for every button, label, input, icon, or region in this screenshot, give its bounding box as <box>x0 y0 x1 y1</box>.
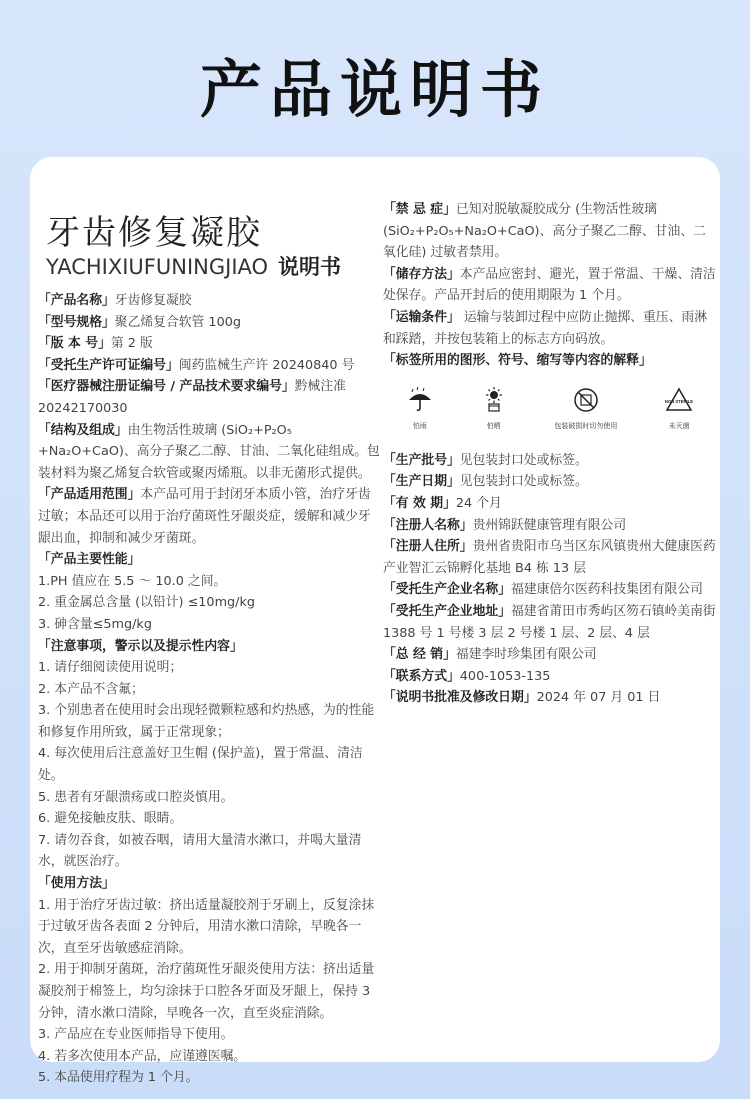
field-label: 「说明书批准及修改日期」 <box>383 690 537 706</box>
field-label: 「有 效 期」 <box>383 495 456 511</box>
field-value: 本产品可用于封闭牙本质小管，治疗牙齿过敏；本品还可以用于治疗菌斑性牙龈炎症，缓解和减少牙龈出血，抑制和减少牙菌斑。 <box>38 487 371 546</box>
symbol-keep-dry <box>407 387 433 438</box>
field-value: 见包装封口处或标签。 <box>459 452 588 468</box>
field-label: 「产品名称」 <box>38 293 115 308</box>
symbol-label: 未灭菌 <box>668 422 690 431</box>
field-value: 24 个月 <box>455 495 502 511</box>
field-value: 400-1053-135 <box>459 668 551 684</box>
page-title: 产品说明书 <box>199 53 550 126</box>
field-storage <box>383 264 717 307</box>
field-manufacturer <box>383 579 717 601</box>
field-manufacturer-address <box>383 601 717 644</box>
field-label: 「注册人名称」 <box>383 517 473 533</box>
field-spec <box>38 312 380 334</box>
field-label: 「受托生产许可证编号」 <box>38 357 179 373</box>
field-label: 「注册人住所」 <box>383 539 473 555</box>
field-label: 「受托生产企业地址」 <box>383 603 511 619</box>
field-approval-date <box>383 687 717 709</box>
field-symbol-explanation <box>383 350 717 372</box>
field-expiry <box>383 493 717 515</box>
field-contraindication <box>383 199 717 264</box>
list-item: 5. 本品使用疗程为 1 个月。 <box>38 1070 199 1086</box>
field-contact <box>383 666 717 688</box>
symbol-keep-from-sun <box>481 387 507 438</box>
field-value: 贵州省贵阳市乌当区东风镇贵州大健康医药产业智汇云锦孵化基地 B4 栋 13 层 <box>383 539 716 576</box>
field-transport <box>383 307 717 350</box>
field-value: 黔械注准 20242170030 <box>38 379 346 416</box>
field-label: 「运输条件」 <box>383 309 460 325</box>
field-value: 牙齿修复凝胶 <box>114 293 192 308</box>
field-label: 「储存方法」 <box>383 266 460 282</box>
symbol-label: 怕晒 <box>486 422 501 431</box>
field-value: 见包装封口处或标签。 <box>459 474 588 490</box>
product-name-cn: 牙齿修复凝胶 <box>46 213 262 253</box>
list-item: 2. 用于抑制牙菌斑，治疗菌斑性牙龈炎使用方法：挤出适量凝胶剂于棉签上，均匀涂抹于口腔各牙面及牙龈上，保持 3 分钟，清水漱口清除，早晚各一次，直至炎症消除。 <box>38 962 375 1021</box>
product-name-en-row <box>46 251 341 281</box>
field-registrant-address <box>383 536 717 579</box>
list-item: 1.PH 值应在 5.5 ～ 10.0 之间。 <box>38 573 227 589</box>
list-item: 3. 产品应在专业医师指导下使用。 <box>38 1027 234 1043</box>
list-item: 3. 个别患者在使用时会出现轻微颗粒感和灼热感，为的性能和修复作用所致，属于正常现象； <box>38 703 375 740</box>
field-version <box>38 333 380 355</box>
field-license <box>38 355 380 377</box>
field-label: 「禁 忌 症」 <box>383 202 456 217</box>
field-label: 「联系方式」 <box>383 668 460 684</box>
field-value: 2024 年 07 月 01 日 <box>536 690 661 706</box>
list-item: 2. 本产品不含氟； <box>38 681 144 697</box>
field-production-date <box>383 471 717 493</box>
field-label: 「医疗器械注册证编号 / 产品技术要求编号」 <box>38 379 295 395</box>
list-item: 3. 砷含量≤5mg/kg <box>38 616 152 632</box>
field-value: 贵州锦跃健康管理有限公司 <box>472 517 627 533</box>
field-value: 已知对脱敏凝胶成分 (生物活性玻璃 (SiO₂+P₂O₅+Na₂O+CaO)、高分子聚乙二醇、甘油、二氧化硅) 过敏者禁用。 <box>383 202 706 261</box>
symbol-do-not-use-if-damaged <box>554 387 617 438</box>
doc-label: 说明书 <box>278 255 342 279</box>
list-item: 6. 避免接触皮肤、眼睛。 <box>38 811 183 827</box>
list-item: 5. 患者有牙龈溃疡或口腔炎慎用。 <box>38 789 234 805</box>
instruction-card <box>30 157 720 1086</box>
non-sterile-icon <box>665 387 693 413</box>
field-label: 「生产日期」 <box>383 474 460 490</box>
list-item: 7. 请勿吞食，如被吞咽，请用大量清水漱口，并喝大量清水，就医治疗。 <box>38 832 362 870</box>
list-item: 1. 用于治疗牙齿过敏：挤出适量凝胶剂于牙刷上，反复涂抹于过敏牙齿各表面 2 分钟后，用清水漱口清除，早晚各一次，直至牙齿敏感症消除。 <box>38 897 375 956</box>
field-product-name <box>38 290 380 312</box>
left-body <box>38 290 380 1089</box>
field-value: 第 2 版 <box>110 336 153 352</box>
field-registrant <box>383 515 717 537</box>
sun-icon <box>481 387 507 413</box>
field-label: 「总 经 销」 <box>383 647 456 663</box>
field-label: 「型号规格」 <box>38 314 115 330</box>
section-usage-title: 「使用方法」 <box>38 876 115 892</box>
section-notice-title: 「注意事项，警示以及提示性内容」 <box>38 638 243 654</box>
field-value: 运输与装卸过程中应防止抛掷、重压、雨淋和踩踏，并按包装箱上的标志方向码放。 <box>383 309 707 347</box>
symbol-non-sterile <box>665 387 693 438</box>
field-label: 「标签所用的图形、符号、缩写等内容的解释」 <box>383 353 652 369</box>
list-item: 2. 重金属总含量 (以铅计) ≤10mg/kg <box>38 595 256 611</box>
field-label: 「版 本 号」 <box>38 336 111 352</box>
field-scope <box>38 484 380 549</box>
field-batch <box>383 450 717 472</box>
field-value: 福建康倍尔医药科技集团有限公司 <box>510 582 703 598</box>
field-value: 福建李时珍集团有限公司 <box>455 647 597 663</box>
symbol-label: 包装破损时切勿使用 <box>554 422 618 431</box>
field-label: 「产品适用范围」 <box>38 487 141 503</box>
section-performance-title: 「产品主要性能」 <box>38 552 141 568</box>
right-body <box>383 199 717 709</box>
field-label: 「结构及组成」 <box>38 422 128 438</box>
list-item: 4. 每次使用后注意盖好卫生帽 (保护盖)，置于常温、清洁处。 <box>38 746 363 784</box>
field-distributor <box>383 644 717 666</box>
field-label: 「生产批号」 <box>383 452 460 468</box>
field-value: 闽药监械生产许 20240840 号 <box>178 357 355 373</box>
symbol-label: 怕雨 <box>412 422 427 431</box>
field-value: 聚乙烯复合软管 100g <box>114 314 241 330</box>
field-label: 「受托生产企业名称」 <box>383 582 511 598</box>
non-sterile-text: NON STERILE <box>665 399 694 405</box>
field-composition <box>38 420 380 485</box>
umbrella-icon <box>407 387 433 413</box>
field-value: 由生物活性玻璃 (SiO₂+P₂O₅ +Na₂O+CaO)、高分子聚乙二醇、甘油、二氧化硅组成。包装材料为聚乙烯复合软管或聚丙烯瓶。以非无菌形式提供。 <box>38 422 380 481</box>
no-use-icon <box>573 387 599 413</box>
product-name-en: YACHIXIUFUNINGJIAO <box>46 255 269 279</box>
field-value: 福建省莆田市秀屿区笏石镇岭美南街 1388 号 1 号楼 3 层 2 号楼 1 层、2 层、4 层 <box>383 603 716 641</box>
list-item: 4. 若多次使用本产品，应谨遵医嘱。 <box>38 1048 247 1064</box>
list-item: 1. 请仔细阅读使用说明； <box>38 660 183 676</box>
symbol-icons-row <box>383 376 717 438</box>
field-value: 本产品应密封、避光，置于常温、干燥、清洁处保存。产品开封后的使用期限为 1 个月。 <box>383 266 716 304</box>
field-registration <box>38 376 380 419</box>
